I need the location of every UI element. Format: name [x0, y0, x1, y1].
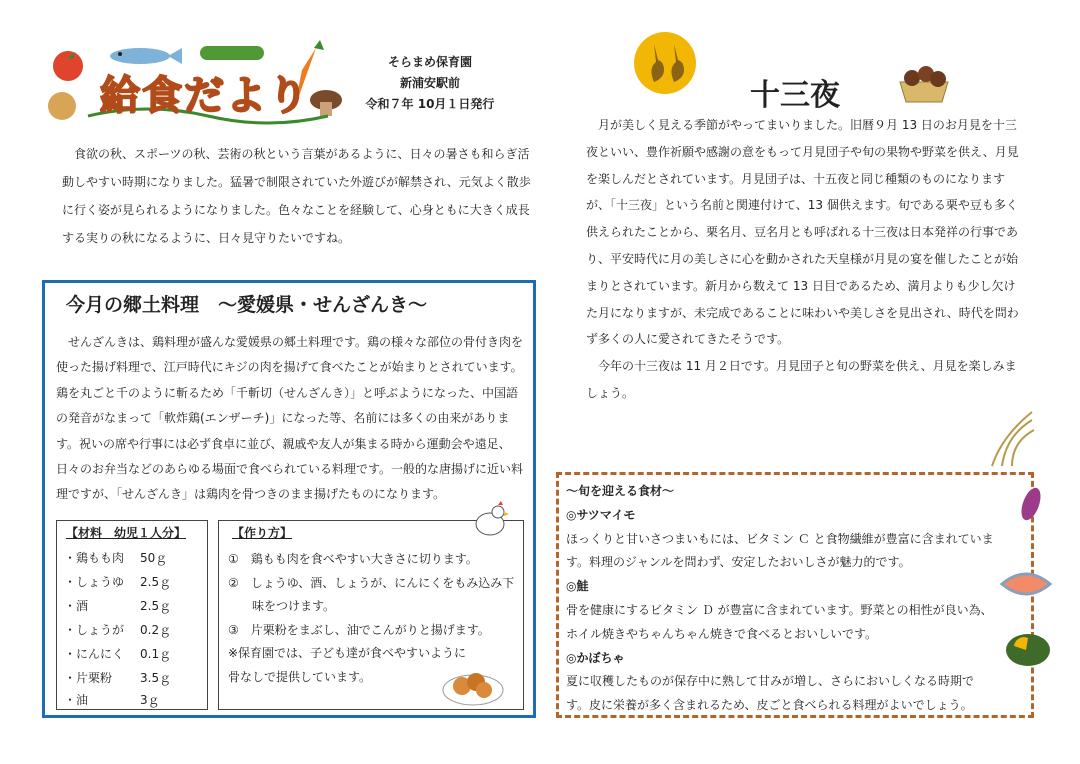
- juusan-text: [586, 112, 1022, 407]
- school-info: [355, 52, 505, 115]
- shun-item-text: 骨を健康にするビタミン Ｄ が豊富に含まれています。野菜との相性が良い為、ホイル焼きやちゃんちゃん焼きで食べるとおいしいです。: [566, 602, 993, 641]
- school-name: そらまめ保育園: [387, 55, 472, 69]
- susuki-grass-icon: [982, 404, 1044, 468]
- tomato-icon: [53, 51, 83, 81]
- material-row: ・しょうが 0.2ｇ: [64, 623, 172, 637]
- newsletter-title: 給食だより: [100, 73, 310, 119]
- school-branch: 新浦安駅前: [399, 76, 460, 90]
- kyodo-text: せんざんきは、鶏料理が盛んな愛媛県の郷土料理です。鶏の様々な部位の骨付き肉を使った揚げ料理で、江戸時代にキジの肉を揚げて食べたことが始まりとされています。鶏を丸ごと千のように斬るため「千斬切（せんざんき）」と呼ぶようになった、中国語の発音がなまって「軟炸鶏(エンザーチ)」になった等、名前には多くの由来があります。祝いの席や行事には必ず食卓に並び、親戚や友人が集まる時から運動会や遠足、日々のお弁当などのあらゆる場面で食べられている料理です。一般的な唐揚げに近い料理ですが、「せんざんき」は鶏肉を骨つきのまま揚げたものになります。: [56, 335, 524, 502]
- shun-item-name: ◎かぼちゃ: [566, 650, 625, 665]
- chicken-icon: [468, 500, 512, 540]
- shun-text: [566, 480, 1026, 718]
- shun-item-name: ◎サツマイモ: [566, 507, 636, 522]
- material-row: ・しょうゆ 2.5ｇ: [64, 575, 172, 589]
- salmon-icon: [998, 566, 1056, 602]
- issue-date: 令和７年 10月１日発行: [365, 97, 495, 111]
- intro-text: 食欲の秋、スポーツの秋、芸術の秋という言葉があるように、日々の暑さも和らぎ活動しやすい時期になりました。猛暑で制限されていた外遊びが解禁され、元気よく散歩に行く姿が見られるようになりました。色々なことを経験して、心身ともに大きく成長する実りの秋になるように、日々見守りたいですね。: [62, 147, 531, 245]
- juusan-paragraph: 月が美しく見える季節がやってまいりました。旧暦９月 13 日のお月見を十三夜といい、豊作祈願や感謝の意をもって月見団子や旬の果物や野菜を供え、月見を楽しんだとされています。月見団子は、十五夜と同じ種類のものになりますが、「十三夜」という名前と関連付けて、13 個供えます。旬である栗や豆も多く供えられたことから、栗名月、豆名月とも呼ばれる十三夜は日本発祥の行事であり、平安時代に月の美しさに心を動かされた天皇様が月見の宴を催したことが始まりとされています。新月から数えて 13 日目であるため、満月よりも少し欠けた月になりますが、未完成であることに味わいや美しさを見出され、時代を問わず多くの人に愛されてきたそうです。: [586, 118, 1019, 347]
- material-row: ・にんにく 0.1ｇ: [64, 647, 172, 661]
- method-step: ③ 片栗粉をまぶし、油でこんがりと揚げます。: [228, 622, 490, 637]
- method-step: ② しょうゆ、酒、しょうが、にんにくをもみ込み下味をつけます。: [228, 575, 515, 614]
- sweet-potato-icon: [1018, 484, 1044, 524]
- shun-title: ～旬を迎える食材～: [566, 484, 675, 498]
- material-row: ・酒 2.5ｇ: [64, 599, 172, 613]
- material-row: ・片栗粉 3.5ｇ: [64, 671, 172, 685]
- moon-rabbit-icon: [632, 30, 698, 96]
- pumpkin-icon: [1004, 624, 1052, 670]
- kyodo-title: 今月の郷土料理 ～愛媛県・せんざんき～: [66, 294, 428, 316]
- juusan-paragraph: 今年の十三夜は 11 月２日です。月見団子と旬の野菜を供え、月見を楽しみましょう。: [586, 359, 1017, 400]
- onion-icon: [48, 92, 76, 120]
- method-heading: 【作り方】: [232, 526, 293, 540]
- method-note: ※保育園では、子ども達が食べやすいように骨なしで提供しています。: [228, 646, 467, 684]
- method-step: ① 鶏もも肉を食べやすい大きさに切ります。: [228, 552, 478, 566]
- materials-heading: 【材料 幼児１人分】: [66, 526, 187, 540]
- mushroom-icon: [310, 90, 342, 116]
- material-row: ・鶏もも肉 50ｇ: [64, 551, 168, 565]
- cucumber-icon: [200, 46, 264, 60]
- karaage-icon: [440, 660, 506, 708]
- shun-item-name: ◎鮭: [566, 579, 589, 594]
- chestnut-basket-icon: [896, 62, 952, 106]
- shun-item-text: 夏に収穫したものが保存中に熟して甘みが増し、さらにおいしくなる時期です。皮に栄養が多く含まれるため、皮ごと食べられる料理がよいでしょう。: [566, 674, 975, 713]
- material-row: ・油 3ｇ: [64, 693, 160, 707]
- juusan-title: 十三夜: [750, 78, 840, 113]
- fish-icon: [110, 48, 182, 64]
- shun-item-text: ほっくりと甘いさつまいもには、ビタミン Ｃ と食物繊維が豊富に含まれています。料理のジャンルを問わず、安定したおいしさが魅力的です。: [566, 531, 994, 570]
